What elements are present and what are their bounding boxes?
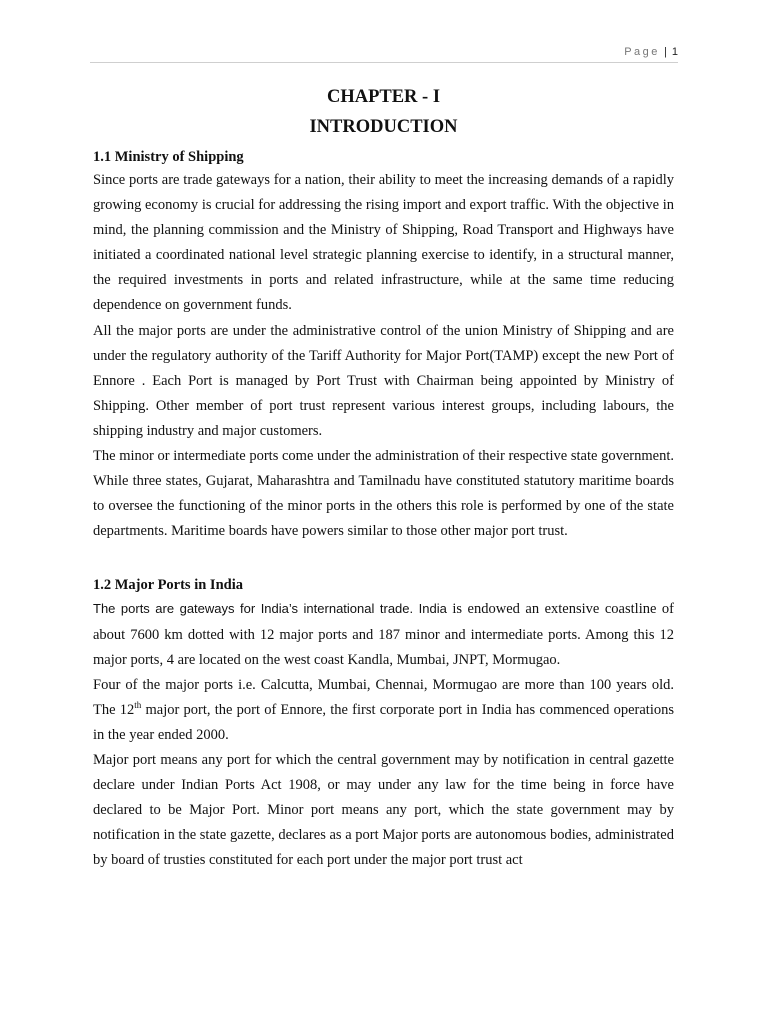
page-header xyxy=(90,44,678,63)
paragraph: Major port means any port for which the central government may by notification in central gazette declare under Indian Ports Act 1908, or may under any law for the time being in force have declared to be Major Port. Minor port means any port, which the state government may by notification in the state gazette, declares as a port Major ports are autonomous bodies, administrated by board of trusties constituted for each port under the major port trust act xyxy=(93,751,674,869)
paragraph-part: Four of the major ports i.e. Calcutta, Mumbai, Chennai, Mormugao are more than 100 years old. The 12 xyxy=(93,676,674,718)
paragraph: Since ports are trade gateways for a nation, their ability to meet the increasing demands of a rapidly growing economy is crucial for addressing the rising import and export traffic. With the objective in mind, the planning commission and the Ministry of Shipping, Road Transport and Highways have initiated a coordinated national level strategic planning exercise to identify, in a structural manner, the required investments in ports and related infrastructure, while at the same time reducing dependence on government funds. xyxy=(93,172,674,314)
paragraph xyxy=(93,673,674,748)
chapter-title: CHAPTER - I xyxy=(326,87,441,107)
document-body xyxy=(93,82,674,873)
paragraph xyxy=(93,596,674,672)
paragraph: All the major ports are under the administrative control of the union Ministry of Shipping and are under the regulatory authority of the Tariff Authority for Major Port(TAMP) except the new Port of Ennore . Each Port is managed by Port Trust with Chairman being appointed by Ministry of Shipping. Other member of port trust represent various interest groups, including labours, the shipping industry and major customers. xyxy=(93,322,674,439)
chapter-subtitle: INTRODUCTION xyxy=(309,117,458,137)
ordinal-superscript: th xyxy=(134,699,142,710)
paragraph: The minor or intermediate ports come under the administration of their respective state government. While three states, Gujarat, Maharashtra and Tamilnadu have constituted statutory maritime boards to oversee the functioning of the minor ports in the others this role is performed by one of the state departments. Maritime boards have powers similar to those other major port trust. xyxy=(93,448,674,540)
section-heading-major-ports-in-india: 1.2 Major Ports in India xyxy=(93,577,243,594)
page-separator: | xyxy=(663,46,667,58)
spacer xyxy=(93,544,674,570)
page-number: 1 xyxy=(671,46,678,58)
paragraph-lead-fragment: The ports are gateways for India’s international trade. India xyxy=(93,601,447,617)
paragraph-rest: is endowed an extensive coastline of about 7600 km dotted with 12 major ports and 187 minor and intermediate ports. Among this 12 major ports, 4 are located on the west coast Kandla, Mumbai, JNPT, Mormugao. xyxy=(93,601,675,668)
paragraph-part: major port, the port of Ennore, the first corporate port in India has commenced operations in the year ended 2000. xyxy=(93,701,674,743)
page-label: Page xyxy=(624,46,660,58)
section-heading-ministry-of-shipping: 1.1 Ministry of Shipping xyxy=(93,149,244,165)
